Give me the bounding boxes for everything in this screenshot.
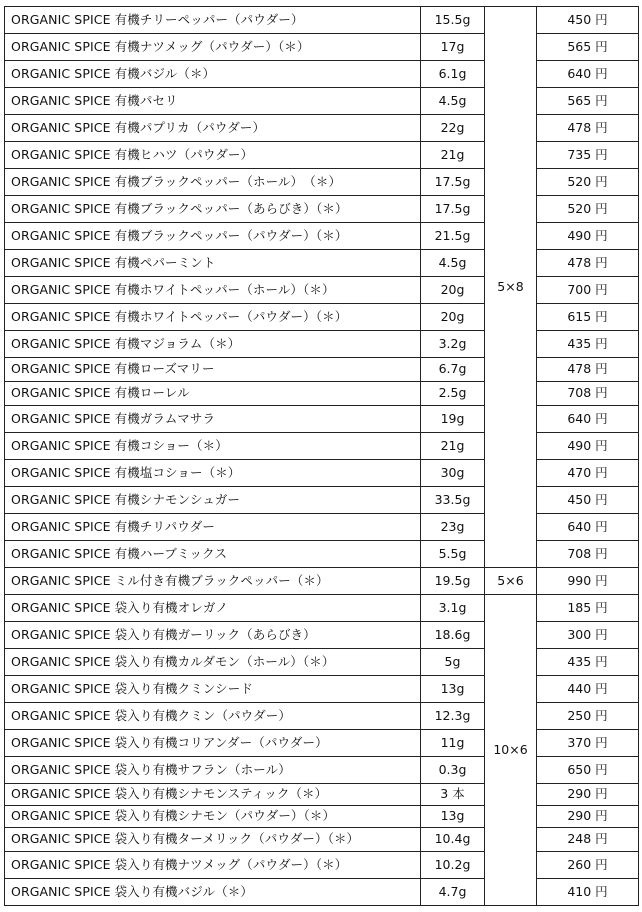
- product-amount-cell: 33.5g: [421, 487, 485, 514]
- product-price-cell: 708 円: [537, 541, 639, 568]
- product-name-cell: ORGANIC SPICE 有機ホワイトペッパー（ホール）（＊）: [5, 277, 421, 304]
- table-row: [5, 622, 639, 649]
- product-price-cell: 410 円: [537, 879, 639, 906]
- table-row: [5, 541, 639, 568]
- product-price-cell: 520 円: [537, 196, 639, 223]
- table-row: [5, 487, 639, 514]
- product-price-cell: 735 円: [537, 142, 639, 169]
- product-amount-cell: 17.5g: [421, 169, 485, 196]
- table-row: [5, 7, 639, 34]
- product-amount-cell: 21.5g: [421, 223, 485, 250]
- product-amount-cell: 6.1g: [421, 61, 485, 88]
- product-price-cell: 700 円: [537, 277, 639, 304]
- product-amount-cell: 13g: [421, 806, 485, 828]
- product-name-cell: ORGANIC SPICE 有機シナモンシュガー: [5, 487, 421, 514]
- product-price-cell: 565 円: [537, 88, 639, 115]
- product-name-cell: ORGANIC SPICE 袋入り有機バジル（＊）: [5, 879, 421, 906]
- product-price-cell: 640 円: [537, 514, 639, 541]
- table-row: [5, 879, 639, 906]
- product-name-cell: ORGANIC SPICE 袋入り有機クミンシード: [5, 676, 421, 703]
- table-row: [5, 358, 639, 382]
- product-amount-cell: 5g: [421, 649, 485, 676]
- product-price-cell: 615 円: [537, 304, 639, 331]
- product-name-cell: ORGANIC SPICE 袋入り有機ナツメッグ（パウダー）（＊）: [5, 852, 421, 879]
- product-name-cell: ORGANIC SPICE 有機バジル（＊）: [5, 61, 421, 88]
- product-price-cell: 250 円: [537, 703, 639, 730]
- product-table-body: [5, 7, 639, 906]
- product-name-cell: ORGANIC SPICE 袋入り有機オレガノ: [5, 595, 421, 622]
- table-row: [5, 828, 639, 852]
- product-amount-cell: 21g: [421, 433, 485, 460]
- product-amount-cell: 22g: [421, 115, 485, 142]
- table-row: [5, 331, 639, 358]
- table-row: [5, 852, 639, 879]
- product-price-cell: 440 円: [537, 676, 639, 703]
- product-amount-cell: 23g: [421, 514, 485, 541]
- product-amount-cell: 4.5g: [421, 250, 485, 277]
- product-price-cell: 450 円: [537, 7, 639, 34]
- product-amount-cell: 10.2g: [421, 852, 485, 879]
- product-amount-cell: 15.5g: [421, 7, 485, 34]
- product-name-cell: ORGANIC SPICE 有機ブラックペッパー（パウダー）（＊）: [5, 223, 421, 250]
- pack-size-cell: 10×6: [485, 595, 537, 906]
- product-price-cell: 435 円: [537, 331, 639, 358]
- product-price-cell: 185 円: [537, 595, 639, 622]
- product-price-cell: 478 円: [537, 250, 639, 277]
- product-price-cell: 478 円: [537, 115, 639, 142]
- product-name-cell: ORGANIC SPICE 有機ハーブミックス: [5, 541, 421, 568]
- product-price-cell: 478 円: [537, 358, 639, 382]
- product-name-cell: ORGANIC SPICE 有機パプリカ（パウダー）: [5, 115, 421, 142]
- product-name-cell: ORGANIC SPICE 袋入り有機シナモンスティック（＊）: [5, 784, 421, 806]
- product-amount-cell: 17.5g: [421, 196, 485, 223]
- table-row: [5, 703, 639, 730]
- product-price-cell: 248 円: [537, 828, 639, 852]
- product-price-cell: 300 円: [537, 622, 639, 649]
- table-row: [5, 406, 639, 433]
- product-price-cell: 990 円: [537, 568, 639, 595]
- product-amount-cell: 3 本: [421, 784, 485, 806]
- product-amount-cell: 2.5g: [421, 382, 485, 406]
- product-price-cell: 708 円: [537, 382, 639, 406]
- product-table: [4, 6, 639, 906]
- product-amount-cell: 3.1g: [421, 595, 485, 622]
- product-name-cell: ORGANIC SPICE 有機ローレル: [5, 382, 421, 406]
- product-amount-cell: 0.3g: [421, 757, 485, 784]
- product-price-cell: 640 円: [537, 61, 639, 88]
- table-row: [5, 223, 639, 250]
- product-name-cell: ORGANIC SPICE 袋入り有機カルダモン（ホール）（＊）: [5, 649, 421, 676]
- product-name-cell: ORGANIC SPICE 有機塩コショー（＊）: [5, 460, 421, 487]
- table-row: [5, 514, 639, 541]
- product-amount-cell: 4.5g: [421, 88, 485, 115]
- product-amount-cell: 11g: [421, 730, 485, 757]
- table-row: [5, 142, 639, 169]
- product-name-cell: ORGANIC SPICE 有機チリパウダー: [5, 514, 421, 541]
- product-name-cell: ORGANIC SPICE 有機コショー（＊）: [5, 433, 421, 460]
- product-amount-cell: 5.5g: [421, 541, 485, 568]
- product-name-cell: ORGANIC SPICE ミル付き有機ブラックペッパー（＊）: [5, 568, 421, 595]
- product-price-cell: 520 円: [537, 169, 639, 196]
- product-amount-cell: 18.6g: [421, 622, 485, 649]
- product-price-cell: 565 円: [537, 34, 639, 61]
- product-amount-cell: 30g: [421, 460, 485, 487]
- product-price-cell: 290 円: [537, 806, 639, 828]
- table-row: [5, 676, 639, 703]
- product-name-cell: ORGANIC SPICE 有機ホワイトペッパー（パウダー）（＊）: [5, 304, 421, 331]
- table-row: [5, 649, 639, 676]
- product-name-cell: ORGANIC SPICE 袋入り有機クミン（パウダー）: [5, 703, 421, 730]
- product-price-cell: 490 円: [537, 223, 639, 250]
- table-row: [5, 277, 639, 304]
- product-name-cell: ORGANIC SPICE 有機ブラックペッパー（ホール） （＊）: [5, 169, 421, 196]
- product-amount-cell: 12.3g: [421, 703, 485, 730]
- product-price-cell: 290 円: [537, 784, 639, 806]
- pack-size-cell: 5×6: [485, 568, 537, 595]
- table-row: [5, 61, 639, 88]
- pack-size-cell: 5×8: [485, 7, 537, 568]
- table-row: [5, 115, 639, 142]
- product-amount-cell: 20g: [421, 277, 485, 304]
- product-name-cell: ORGANIC SPICE 袋入り有機ターメリック（パウダー）（＊）: [5, 828, 421, 852]
- product-amount-cell: 4.7g: [421, 879, 485, 906]
- product-amount-cell: 17g: [421, 34, 485, 61]
- product-name-cell: ORGANIC SPICE 有機ガラムマサラ: [5, 406, 421, 433]
- product-price-cell: 435 円: [537, 649, 639, 676]
- product-price-cell: 650 円: [537, 757, 639, 784]
- product-amount-cell: 19g: [421, 406, 485, 433]
- product-name-cell: ORGANIC SPICE 有機ペパーミント: [5, 250, 421, 277]
- product-name-cell: ORGANIC SPICE 有機マジョラム（＊）: [5, 331, 421, 358]
- product-name-cell: ORGANIC SPICE 有機ナツメッグ（パウダー）（＊）: [5, 34, 421, 61]
- product-name-cell: ORGANIC SPICE 有機チリーペッパー（パウダー）: [5, 7, 421, 34]
- product-name-cell: ORGANIC SPICE 有機ブラックペッパー（あらびき）（＊）: [5, 196, 421, 223]
- product-price-cell: 260 円: [537, 852, 639, 879]
- product-amount-cell: 10.4g: [421, 828, 485, 852]
- product-name-cell: ORGANIC SPICE 有機ローズマリー: [5, 358, 421, 382]
- product-name-cell: ORGANIC SPICE 袋入り有機コリアンダー（パウダー）: [5, 730, 421, 757]
- product-price-cell: 470 円: [537, 460, 639, 487]
- table-row: [5, 730, 639, 757]
- table-row: [5, 784, 639, 806]
- product-amount-cell: 19.5g: [421, 568, 485, 595]
- product-name-cell: ORGANIC SPICE 有機パセリ: [5, 88, 421, 115]
- product-amount-cell: 21g: [421, 142, 485, 169]
- table-row: [5, 88, 639, 115]
- table-row: [5, 382, 639, 406]
- product-amount-cell: 6.7g: [421, 358, 485, 382]
- product-amount-cell: 13g: [421, 676, 485, 703]
- table-row: [5, 433, 639, 460]
- table-row: [5, 806, 639, 828]
- table-row: [5, 460, 639, 487]
- table-row: [5, 757, 639, 784]
- product-price-cell: 490 円: [537, 433, 639, 460]
- product-amount-cell: 20g: [421, 304, 485, 331]
- product-amount-cell: 3.2g: [421, 331, 485, 358]
- table-row: [5, 250, 639, 277]
- product-price-cell: 370 円: [537, 730, 639, 757]
- table-row: [5, 169, 639, 196]
- product-price-cell: 450 円: [537, 487, 639, 514]
- product-price-cell: 640 円: [537, 406, 639, 433]
- table-row: [5, 34, 639, 61]
- table-row: [5, 595, 639, 622]
- table-row: [5, 304, 639, 331]
- product-name-cell: ORGANIC SPICE 袋入り有機サフラン（ホール）: [5, 757, 421, 784]
- table-row: [5, 196, 639, 223]
- product-name-cell: ORGANIC SPICE 袋入り有機ガーリック（あらびき）: [5, 622, 421, 649]
- product-name-cell: ORGANIC SPICE 袋入り有機シナモン（パウダー）（＊）: [5, 806, 421, 828]
- table-row: [5, 568, 639, 595]
- product-name-cell: ORGANIC SPICE 有機ヒハツ（パウダー）: [5, 142, 421, 169]
